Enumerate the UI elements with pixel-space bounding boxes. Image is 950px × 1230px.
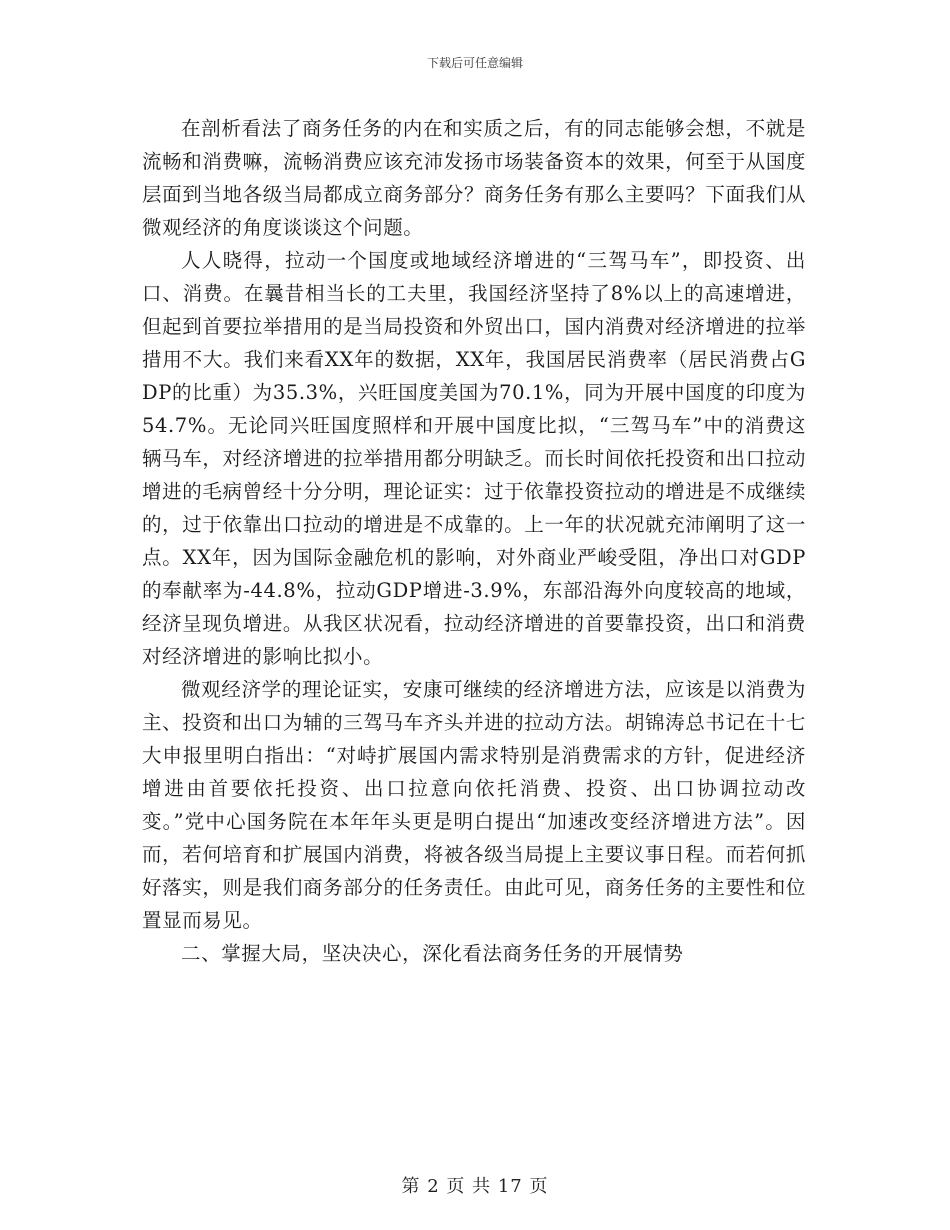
page-header: 下载后可任意编辑 [426,56,523,70]
page-number-footer: 第 2 页 共 17 页 [401,1176,549,1197]
paragraph-3: 微观经济学的理论证实，安康可继续的经济增进方法，应该是以消费为主、投资和出口为辅的三驾马车齐头并进的拉动方法。胡锦涛总书记在十七大申报里明白指出：“对峙扩展国内需求特别是消费需求的方针，促进经济增进由首要依托投资、出口拉意向依托消费、投资、出口协调拉动改变。”党中心国务院在本年年头更是明白提出“加速改变经济增进方法”。因而，若何培育和扩展国内消费，将被各级当局提上主要议事日程。而若何抓好落实，则是我们商务部分的任务责任。由此可见，商务任务的主要性和位置显而易见。 [142,678,806,932]
paragraph-1: 在剖析看法了商务任务的内在和实质之后，有的同志能够会想，不就是流畅和消费嘛，流畅消费应该充沛发扬市场装备资本的效果，何至于从国度层面到当地各级当局都成立商务部分？商务任务有那么主要吗？下面我们从微观经济的角度谈谈这个问题。 [142,117,806,239]
section-heading: 二、掌握大局，坚决决心，深化看法商务任务的开展情势 [181,942,684,965]
paragraph-2: 人人晓得，拉动一个国度或地域经济增进的“三驾马车”，即投资、出口、消费。在曩昔相当长的工夫里，我国经济坚持了8%以上的高速增进，但起到首要拉举措用的是当局投资和外贸出口，国内消费对经济增进的拉举措用不大。我们来看XX年的数据，XX年，我国居民消费率（居民消费占GDP的比重）为35.3%，兴旺国度美国为70.1%，同为开展中国度的印度为54.7%。无论同兴旺国度照样和开展中国度比拟，“三驾马车”中的消费这辆马车，对经济增进的拉举措用都分明缺乏。而长时间依托投资和出口拉动增进的毛病曾经十分分明，理论证实：过于依靠投资拉动的增进是不成继续的，过于依靠出口拉动的增进是不成靠的。上一年的状况就充沛阐明了这一点。XX年，因为国际金融危机的影响，对外商业严峻受阻，净出口对GDP的奉献率为-44.8%，拉动GDP增进-3.9%，东部沿海外向度较高的地域，经济呈现负增进。从我区状况看，拉动经济增进的首要靠投资，出口和消费对经济增进的影响比拟小。 [142,249,806,668]
document-body [142,112,806,970]
